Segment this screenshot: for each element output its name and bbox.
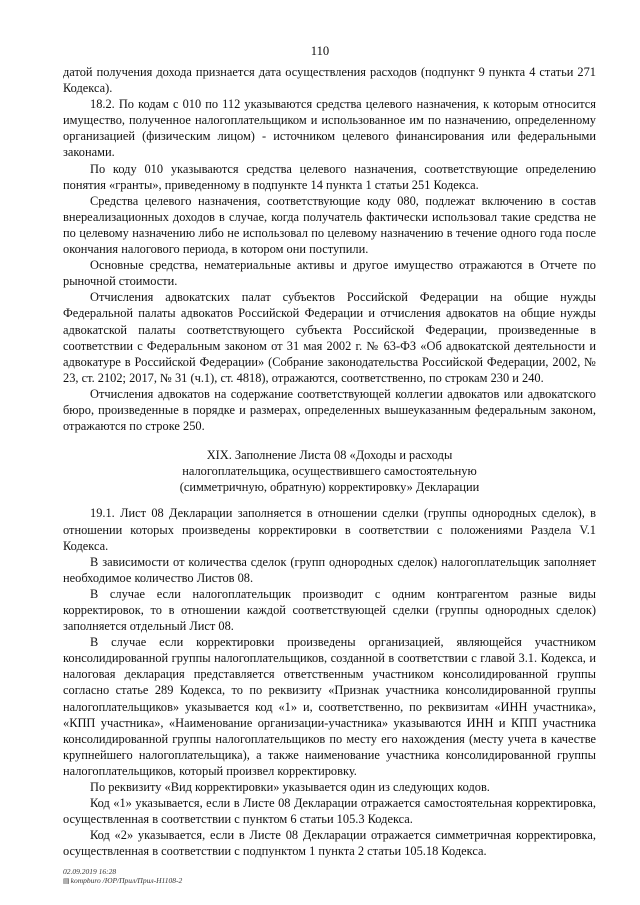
paragraph: По реквизиту «Вид корректировки» указывается один из следующих кодов.: [90, 780, 490, 795]
paragraph: Код «2» указывается, если в Листе 08 Декларации отражается симметричная корректировка, осуществленная в соответствии с подпунктом 1 пункта 2 статьи 105.18 Кодекса.: [63, 828, 596, 859]
page-number: 110: [310, 44, 330, 58]
document-body: [63, 64, 596, 860]
section-heading-line: XIX. Заполнение Листа 08 «Доходы и расходы: [206, 448, 453, 463]
paragraph: В случае если налогоплательщик производит с одним контрагентом разные виды корректировок, то в отношении каждой соответствующей сделки (группы однородных сделок) заполняется отдельный Лист 08.: [63, 586, 596, 634]
paragraph: Отчисления адвокатских палат субъектов Российской Федерации на общие нужды Федеральной палаты адвокатов Российской Федерации и отчисления адвокатов на общие нужды адвокатской палаты соответствующего субъекта Российской Федерации, произведенные в соответствии с Федеральным законом от 31 мая 2002 г. № 63-ФЗ «Об адвокатской деятельности и адвокатуре в Российской Федерации» (Собрание законодательства Российской Федерации, 2002, № 23, ст. 2102; 2017, № 31 (ч.1), ст. 4818), отражаются, соответственно, по строкам 230 и 240.: [63, 290, 596, 385]
paragraph: датой получения дохода признается дата осуществления расходов (подпункт 9 пункта 4 статьи 271 Кодекса).: [63, 65, 596, 96]
section-heading-line: налогоплательщика, осуществившего самостоятельную: [182, 464, 477, 479]
paragraph: Отчисления адвокатов на содержание соответствующей коллегии адвокатов или адвокатского бюро, произведенные в порядке и размерах, определенных вышеуказанным федеральным законом, отражаются по строке 250.: [63, 386, 596, 434]
paragraph: По коду 010 указываются средства целевого назначения, соответствующие определению понятия «гранты», приведенному в подпункте 14 пункта 1 статьи 251 Кодекса.: [63, 161, 596, 192]
paragraph: В зависимости от количества сделок (групп однородных сделок) налогоплательщик заполняет необходимое количество Листов 08.: [63, 554, 596, 585]
footer-file-path: [63, 876, 182, 886]
footer-timestamp: 02.09.2019 16:28: [63, 867, 117, 876]
document-icon: ▤: [63, 877, 70, 885]
paragraph: Код «1» указывается, если в Листе 08 Декларации отражается самостоятельная корректировка, осуществленная в соответствии с пунктом 6 статьи 105.3 Кодекса.: [63, 796, 596, 827]
footer-stamp: [63, 867, 182, 886]
paragraph: 18.2. По кодам с 010 по 112 указываются средства целевого назначения, к которым относится имущество, полученное налогоплательщиком и использованное им по назначению, определенному организацией (физическим лицом) - источником целевого финансирования или федеральными законами.: [63, 97, 596, 160]
paragraph: Основные средства, нематериальные активы и другое имущество отражаются в Отчете по рыночной стоимости.: [63, 258, 596, 289]
footer-path-text: kompburo /ЮР/Прил/Прил-Н1108-2: [70, 876, 183, 885]
paragraph: Средства целевого назначения, соответствующие коду 080, подлежат включению в состав внереализационных доходов в случае, когда получатель фактически использовал такие средства не по целевому назначению либо не использовал по целевому назначению в течение одного года после окончания налогового периода, в котором они поступили.: [63, 193, 596, 257]
paragraph: В случае если корректировки произведены организацией, являющейся участником консолидированной группы налогоплательщиков, созданной в соответствии с главой 3.1. Кодекса, и налоговая декларация представляется ответственным участником консолидированной группы согласно статье 289 Кодекса, то по реквизиту «Признак участника консолидированной группы налогоплательщиков» указывается код «1» и, соответственно, по реквизитам «ИНН участника», «КПП участника», «Наименование организации-участника» указываются ИНН и КПП участника консолидированной группы налогоплательщиков по месту его нахождения (месту учета в качестве крупнейшего налогоплательщика), а также наименование участника консолидированной группы налогоплательщиков, который произвел корректировку.: [63, 635, 596, 778]
section-heading-line: (симметричную, обратную) корректировку» Декларации: [179, 480, 480, 495]
paragraph: 19.1. Лист 08 Декларации заполняется в отношении сделки (группы однородных сделок), в отношении которых произведены корректировки в соответствии с положениями Раздела V.1 Кодекса.: [63, 506, 596, 553]
section-heading: [63, 447, 596, 495]
